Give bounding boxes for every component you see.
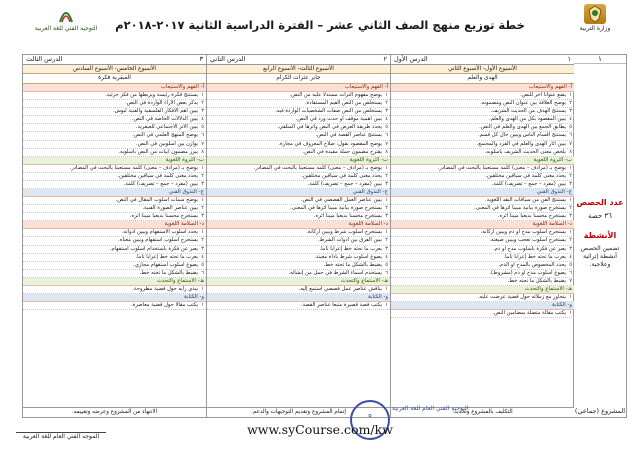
objective-item <box>207 116 390 124</box>
objective-item <box>207 286 390 294</box>
objective-item <box>207 181 390 189</box>
objective-number: ٥ <box>201 261 204 268</box>
objective-number: ٤ <box>385 253 388 260</box>
objective-item <box>391 237 574 245</box>
column-heading: الدرس الثاني <box>210 55 246 63</box>
lesson-count-label: عدد الحصص <box>576 198 624 207</box>
objective-item <box>391 310 574 318</box>
objective-number: ٥ <box>569 124 572 131</box>
objective-item <box>23 124 206 132</box>
objective-number: ٣ <box>385 180 388 187</box>
objective-item <box>207 262 390 270</box>
objective-text: يستخرج محسناً بديعياً مبيناً أثره. <box>129 213 198 220</box>
objective-text: يستخرج محسناً بديعياً مبيناً أثره. <box>497 213 566 220</box>
website-url[interactable]: www.syCourse.com/kw <box>247 422 393 437</box>
objective-text: يستخلص من النص صفات الشخصيات الواردة فيه. <box>275 108 382 115</box>
objective-number: ١ <box>569 92 572 98</box>
objective-number: ٣ <box>385 213 388 220</box>
project-step: الانتهاء من المشروع وعرضه وتقييمه. <box>23 407 206 417</box>
column-number: ٢ <box>383 55 387 63</box>
objective-number: ٧ <box>569 140 572 147</box>
objective-text: يستنتج الهدف من الحديث الشريف. <box>490 108 566 115</box>
objective-item <box>207 100 390 108</box>
objective-number: ٤ <box>385 116 388 123</box>
objective-text: يحدد طريقة العرض في النص وأثرها في المتلقي. <box>277 124 382 131</box>
objective-number: ٣ <box>569 213 572 220</box>
objective-text: يبين آثار الهدى والعلم في الفرد والمجتمع. <box>476 140 566 147</box>
objective-text: يوضح مفهوم التراث مستدلاً عليه من النص. <box>289 92 382 98</box>
project-step: التكليف بالمشروع وتحديد: <box>391 407 574 417</box>
objective-item <box>391 278 574 286</box>
signature-title: الموجه الفني العام للغة العربية <box>22 433 100 440</box>
section-heading: أ- الفهم والاستيعاب <box>23 84 206 92</box>
objective-text: يضبط بالشكل ما تحته خط. <box>139 269 198 276</box>
objective-number: ٢ <box>201 172 204 179</box>
objective-item <box>207 213 390 221</box>
objective-text: يبين عناصر العمل القصصي في النص. <box>300 197 382 204</box>
objective-number: ١ <box>385 301 388 308</box>
column-number: ٣ <box>199 55 203 63</box>
mentor-name: التوجيه الفني للغة العربية <box>34 25 98 32</box>
objective-item <box>391 149 574 157</box>
mentor-logo <box>6 4 126 32</box>
objective-text: يقترح مضمون جملة مفيدة في النص. <box>302 148 382 155</box>
section-heading: ج- التذوق الفني <box>207 189 390 197</box>
objective-number: ١ <box>201 229 204 236</box>
objective-text: يطابق الجمع بين الهدى والعلم في النص. <box>479 124 566 131</box>
section-heading: أ- الفهم والاستيعاب <box>207 84 390 92</box>
objective-item <box>23 302 206 310</box>
objective-number: ٧ <box>569 277 572 284</box>
objective-text: يوضح بـ (مرادف – معنى) كلمة مستعيناً بالبحث في المصادر. <box>253 164 382 171</box>
objective-text: يكتب مقالاً حول قضية معاصرة. <box>131 301 198 308</box>
objective-number: ٢ <box>385 100 388 107</box>
lesson-title: العبقرية فكرة <box>23 74 206 84</box>
objective-number: ٢ <box>385 205 388 212</box>
objective-number: ١ <box>201 301 204 308</box>
objective-number: ١ <box>569 293 572 300</box>
objective-number: ٢ <box>201 205 204 212</box>
objective-number: ٥ <box>385 124 388 131</box>
objective-number: ٣ <box>201 245 204 252</box>
section-heading: د- السلامة اللغوية <box>207 221 390 229</box>
objective-item <box>207 270 390 278</box>
objective-item <box>23 132 206 140</box>
objective-item <box>23 165 206 173</box>
week-range: الأسبوع الأول- الأسبوع الثاني <box>391 65 574 74</box>
objective-text: يبين (مفرد – جمع – تصريف) كلمة. <box>123 180 198 187</box>
lesson-column <box>390 55 574 417</box>
ministry-logo <box>560 4 630 32</box>
objective-text: يبين الفرق بين أدوات الشرط. <box>317 237 382 244</box>
objective-item <box>391 197 574 205</box>
objective-number: ٣ <box>569 245 572 252</box>
objective-item <box>391 205 574 213</box>
section-heading: ب- الثروة اللغوية <box>391 157 574 165</box>
objective-text: يبرز مضمون أبيات من النص بأسلوبه. <box>118 148 198 155</box>
objective-item <box>23 181 206 189</box>
objective-item <box>207 124 390 132</box>
objective-text: يوازن بين أسلوبين في النص. <box>136 140 198 147</box>
lesson-columns <box>23 55 574 417</box>
objective-number: ٢ <box>201 237 204 244</box>
objective-item <box>207 149 390 157</box>
objective-number: ١ <box>569 197 572 204</box>
objective-text: يصوغ أسلوب مدح أو ذم (مشروط). <box>489 269 566 276</box>
objective-number: ٤ <box>201 253 204 260</box>
objective-item <box>391 229 574 237</box>
week-range: الأسبوع الثالث- الأسبوع الرابع <box>207 65 390 74</box>
objective-text: يستخرج أسلوب شرط ويبين أركانه. <box>306 229 382 236</box>
objective-item <box>207 141 390 149</box>
objective-text: يكتب قصة قصيرة متبعاً عناصر القصة. <box>300 301 382 308</box>
objective-text: يضع عنواناً آخر للنص. <box>520 92 566 98</box>
lesson-count-value: ٣٦ حصة <box>588 212 612 220</box>
objective-text: يبين أهمية موقف أو حدث ورد في النص. <box>295 116 382 123</box>
objective-item <box>391 270 574 278</box>
objective-number: ٦ <box>385 132 388 139</box>
objective-number: ١ <box>201 164 204 171</box>
objective-number: ٤ <box>569 253 572 260</box>
objective-item <box>391 108 574 116</box>
objective-item <box>207 237 390 245</box>
objective-item <box>23 237 206 245</box>
objective-text: يعرب ما تحته خط إعراباً تاماً. <box>319 245 382 252</box>
objective-text: يستخرج أسلوب تعجب ويبين صيغته. <box>489 237 566 244</box>
objective-number: ٦ <box>569 132 572 139</box>
objective-item <box>391 181 574 189</box>
objective-number: ٧ <box>385 140 388 147</box>
column-header <box>23 55 206 65</box>
objective-item <box>23 141 206 149</box>
objective-number: ١ <box>385 229 388 236</box>
objective-number: ١ <box>569 164 572 171</box>
objective-item <box>23 270 206 278</box>
section-heading: د- السلامة اللغوية <box>391 221 574 229</box>
objective-text: يبين أهم الأفكار الفلسفية والفنية لبوش. <box>112 108 198 115</box>
objective-item <box>391 132 574 140</box>
objective-text: يناقش عناصر عمل قصصي استمع إليه. <box>298 285 382 292</box>
objective-item <box>23 254 206 262</box>
objective-text: يستنتج فكرة رئيسة ويربطها من فكر جزئية. <box>105 92 198 98</box>
section-heading: ب- الثروة اللغوية <box>23 157 206 165</box>
objective-text: يذكر بعض الآراء الواردة في النص. <box>125 100 198 107</box>
column-header <box>207 55 390 65</box>
objective-item <box>391 294 574 302</box>
project-label: المشروع (جماعي) <box>574 407 626 415</box>
objective-item <box>23 262 206 270</box>
objective-number: ٢ <box>569 100 572 107</box>
objective-number: ٣ <box>201 180 204 187</box>
objective-item <box>207 246 390 254</box>
mentor-emblem-icon <box>57 4 75 24</box>
section-heading: و- الكتابة <box>23 294 206 302</box>
objective-item <box>23 286 206 294</box>
plan-table <box>22 54 627 418</box>
objective-text: يحدد معنى كلمة في سياقين مختلفين. <box>301 172 382 179</box>
project-step: إتمام المشروع وتقديم التوجيهات والدعم. <box>207 407 390 417</box>
kuwait-crest-icon <box>584 4 606 24</box>
objective-number: ٣ <box>201 108 204 115</box>
objective-text: يوضح بـ (مرادف – معنى) كلمة مستعيناً بالبحث في المصادر. <box>437 164 566 171</box>
objective-text: يبدي رأيه حول قضية مطروحة. <box>132 285 198 292</box>
objective-item <box>23 92 206 100</box>
official-stamp: ✪ <box>350 400 390 440</box>
objective-text: يحدد المخصوص بالمدح أو الذم. <box>498 261 566 268</box>
objective-text: يضبط بالشكل ما تحته خط. <box>323 261 382 268</box>
column-number: ١ <box>567 55 571 63</box>
objective-text: يوضح المقصود بقول: صلاح المعروف في مجارة. <box>278 140 382 147</box>
objective-item <box>23 116 206 124</box>
section-heading: و- الكتابة <box>207 294 390 302</box>
objective-item <box>207 302 390 310</box>
objective-text: يستنتج أقسام الناس ويبين حال كل قسم. <box>477 132 566 139</box>
lesson-column <box>206 55 390 417</box>
objective-item <box>23 149 206 157</box>
week-range: الأسبوع الخامس- الأسبوع السادس <box>23 65 206 74</box>
objective-item <box>391 124 574 132</box>
objective-text: يضبط بالشكل ما تحته خط. <box>507 277 566 284</box>
objective-item <box>23 205 206 213</box>
objective-item <box>391 100 574 108</box>
objective-text: يصوغ أسلوب شرط بأداة معينة. <box>314 253 382 260</box>
page-title: خطة توزيع منهج الصف الثاني عشر – الفترة الدراسية الثانية ٢٠١٧-٢٠١٨م <box>115 18 525 32</box>
objective-number: ٦ <box>201 132 204 139</box>
lesson-title: جابر عثرات الكرام <box>207 74 390 84</box>
objective-text: يوضح المنهج العلمي في النص. <box>132 132 198 139</box>
column-header <box>391 55 574 65</box>
objective-number: ١ <box>201 285 204 292</box>
objective-number: ٧ <box>201 140 204 147</box>
objective-number: ٤ <box>569 116 572 123</box>
objective-text: يبين الدلالات الخاصة في النص. <box>131 116 198 123</box>
section-heading: أ- الفهم والاستيعاب <box>391 84 574 92</box>
objective-text: يستخرج محسناً بديعياً مبيناً أثره. <box>313 213 382 220</box>
objective-number: ٣ <box>201 213 204 220</box>
objective-item <box>391 92 574 100</box>
objective-item <box>207 205 390 213</box>
objective-text: يحدد معنى كلمة في سياقين مختلفين. <box>117 172 198 179</box>
objective-item <box>207 229 390 237</box>
objective-text: يبين الأثر الاجتماعي للعبقرية. <box>135 124 198 131</box>
objective-text: يبين عناصر الصورة الفنية. <box>142 205 198 212</box>
objective-item <box>391 165 574 173</box>
objective-number: ٦ <box>385 269 388 276</box>
objective-number: ٢ <box>385 237 388 244</box>
section-heading: ج- التذوق الفني <box>23 189 206 197</box>
objective-text: يصوغ أسلوب استفهام مجازي. <box>133 261 198 268</box>
section-heading: هـ- الاستماع والتحدث <box>23 278 206 286</box>
objective-text: يعبر عن فكرة بأسلوب مدح أو ذم. <box>493 245 566 252</box>
page-header <box>0 0 640 46</box>
objective-number: ٨ <box>201 148 204 155</box>
objective-item <box>207 92 390 100</box>
objective-text: يستخدم أسماء الشرط في جمل من إنشائه. <box>288 269 382 276</box>
objective-item <box>391 213 574 221</box>
objective-text: يعبر عن فكرة باستخدام أسلوب استفهام. <box>109 245 198 252</box>
objective-item <box>23 213 206 221</box>
objective-number: ٥ <box>385 261 388 268</box>
activities-label: الأنشطة <box>583 231 617 240</box>
objective-item <box>23 246 206 254</box>
column-heading: الدرس الثالث <box>26 55 63 63</box>
objective-item <box>23 100 206 108</box>
objective-number: ٣ <box>385 245 388 252</box>
section-heading: و- الكتابة <box>391 302 574 310</box>
objective-item <box>207 108 390 116</box>
objective-item <box>207 197 390 205</box>
stamp-label: التوجيه الفني العام للغة العربية <box>392 405 469 412</box>
objective-item <box>207 254 390 262</box>
objective-text: يكتب مقالة متصلة بمضامين النص. <box>492 310 566 317</box>
side-column <box>573 55 626 417</box>
objective-number: ١ <box>201 92 204 98</box>
objective-number: ٨ <box>569 148 572 155</box>
objective-text: يحدد أسلوب الاستفهام ويبين أدواته. <box>121 229 198 236</box>
objective-number: ٦ <box>201 269 204 276</box>
objective-text: يستخلص من النص القيم المستفادة. <box>304 100 382 107</box>
objective-item <box>207 132 390 140</box>
objective-item <box>391 254 574 262</box>
objective-item <box>391 116 574 124</box>
objective-text: يبين (مفرد – جمع – تصريف) كلمة. <box>491 180 566 187</box>
section-heading: هـ- الاستماع والتحدث <box>207 278 390 286</box>
objective-number: ٣ <box>569 180 572 187</box>
objective-text: يبين المقصود بكل من الهدى والعلم. <box>489 116 566 123</box>
objective-text: يستخرج صورة بيانية مبيناً أثرها في المعنى. <box>474 205 566 212</box>
objective-number: ٦ <box>569 269 572 276</box>
objective-text: يستخرج أسلوب مدح أو ذم ويبين أركانه. <box>480 229 566 236</box>
objective-item <box>207 173 390 181</box>
objective-text: يحدد معنى كلمة في سياقين مختلفين. <box>485 172 566 179</box>
objective-text: يوضح بـ (مرادف – معنى) كلمة مستعيناً بالبحث في المصادر. <box>69 164 198 171</box>
objective-number: ٥ <box>201 124 204 131</box>
objective-item <box>23 173 206 181</box>
objective-number: ١ <box>569 229 572 236</box>
objective-number: ٣ <box>569 108 572 115</box>
ministry-name: وزارة التربية <box>579 25 611 32</box>
section-heading: ج- التذوق الفني <box>391 189 574 197</box>
objective-text: يوضح العلاقة بين عنوان النص ومضمونه. <box>480 100 566 107</box>
objective-number: ٥ <box>569 261 572 268</box>
objective-item <box>207 165 390 173</box>
objective-item <box>23 229 206 237</box>
activities-text: تضمين الحصص أنشطة إثرائية وعلاجية. <box>580 245 620 268</box>
objective-number: ١ <box>385 164 388 171</box>
objective-text: يلخص معنى الحديث الشريف بأسلوبه. <box>484 148 566 155</box>
objective-text: يستنتج عناصر القصة في النص. <box>315 132 382 139</box>
objective-text: يستخرج صورة بيانية مبيناً أثرها في المعنى. <box>290 205 382 212</box>
objective-number: ٢ <box>201 100 204 107</box>
objective-number: ٢ <box>569 172 572 179</box>
objective-number: ٣ <box>385 108 388 115</box>
objective-number: ٢ <box>569 237 572 244</box>
objective-text: يستخرج أسلوب استفهام ويبين معناه. <box>118 237 198 244</box>
objective-text: يستنتج الفن من سياقات النقد اللغوية. <box>485 197 566 204</box>
objective-number: ١ <box>569 310 572 317</box>
side-row-number: ١ <box>574 55 626 64</box>
objective-number: ١ <box>385 92 388 98</box>
objective-item <box>391 246 574 254</box>
objective-number: ١ <box>201 197 204 204</box>
objective-text: يعرب ما تحته خط إعراباً تاماً. <box>135 253 198 260</box>
objective-text: يبين (مفرد – جمع – تصريف) كلمة. <box>307 180 382 187</box>
objective-item <box>391 262 574 270</box>
objective-number: ١ <box>385 285 388 292</box>
section-heading: هـ- الاستماع والتحدث <box>391 286 574 294</box>
objective-item <box>391 141 574 149</box>
objective-number: ٢ <box>569 205 572 212</box>
objective-text: يعرب ما تحته خط إعراباً تاماً. <box>503 253 566 260</box>
objective-item <box>23 197 206 205</box>
section-heading: ب- الثروة اللغوية <box>207 157 390 165</box>
objective-number: ٤ <box>201 116 204 123</box>
objective-text: يتحاور مع زملائه حول قضية عرضت عليه. <box>477 293 566 300</box>
lesson-column <box>23 55 206 417</box>
objective-text: يوضح سمات أسلوب المقال في النص. <box>115 197 198 204</box>
objective-item <box>23 108 206 116</box>
objective-number: ١ <box>385 197 388 204</box>
objective-item <box>391 173 574 181</box>
objective-number: ٢ <box>385 172 388 179</box>
objective-number: ٨ <box>385 148 388 155</box>
column-heading: الدرس الأول <box>394 55 428 63</box>
section-heading: د- السلامة اللغوية <box>23 221 206 229</box>
lesson-title: الهدى والعلم <box>391 74 574 84</box>
